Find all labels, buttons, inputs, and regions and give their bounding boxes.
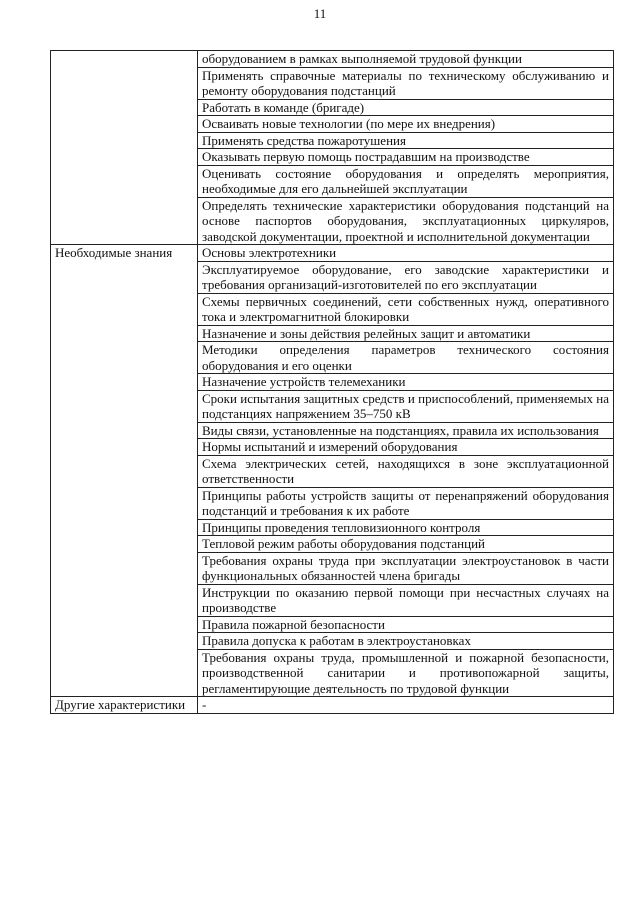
table-cell-text: Назначение и зоны действия релейных защит и автоматики xyxy=(198,325,614,342)
table-cell-text: Эксплуатируемое оборудование, его заводские характеристики и требования организаций-изготовителей по его эксплуатации xyxy=(198,261,614,293)
table-cell-text: оборудованием в рамках выполняемой трудовой функции xyxy=(198,51,614,68)
table-cell-text: Методики определения параметров технического состояния оборудования и его оценки xyxy=(198,342,614,374)
table-cell-text: Правила допуска к работам в электроустановках xyxy=(198,633,614,650)
table-cell-text: Определять технические характеристики оборудования подстанций на основе паспортов оборудования, эксплуатационных циркуляров, заводской документации, проектной и исполнительной документации xyxy=(198,197,614,245)
table-row xyxy=(51,697,614,714)
table-cell-text: Работать в команде (бригаде) xyxy=(198,99,614,116)
table-cell-text: Требования охраны труда при эксплуатации электроустановок в части функциональных обязанностей члена бригады xyxy=(198,552,614,584)
row-label-required-knowledge: Необходимые знания xyxy=(51,245,198,697)
table-cell-text: Принципы проведения тепловизионного контроля xyxy=(198,519,614,536)
table-cell-text: Правила пожарной безопасности xyxy=(198,616,614,633)
table-cell-text: Основы электротехники xyxy=(198,245,614,262)
table-cell-text: Применять средства пожаротушения xyxy=(198,132,614,149)
table-cell-text: Осваивать новые технологии (по мере их внедрения) xyxy=(198,116,614,133)
table-cell-text: Инструкции по оказанию первой помощи при несчастных случаях на производстве xyxy=(198,584,614,616)
table-cell-text: Нормы испытаний и измерений оборудования xyxy=(198,439,614,456)
page-number: 11 xyxy=(313,6,327,21)
table-cell-text: Схемы первичных соединений, сети собственных нужд, оперативного тока и электромагнитной блокировки xyxy=(198,293,614,325)
table-cell-text: Тепловой режим работы оборудования подстанций xyxy=(198,536,614,553)
table-cell-text: Оказывать первую помощь пострадавшим на производстве xyxy=(198,149,614,166)
table-cell-text: Требования охраны труда, промышленной и пожарной безопасности, производственной санитарии и противопожарной защиты, регламентирующие деятельность по трудовой функции xyxy=(198,649,614,697)
competency-table xyxy=(50,50,614,714)
table-cell-text: Назначение устройств телемеханики xyxy=(198,374,614,391)
table-row xyxy=(51,245,614,262)
table-cell-text: Сроки испытания защитных средств и приспособлений, применяемых на подстанциях напряжением 35–750 кВ xyxy=(198,390,614,422)
table-cell-text: Оценивать состояние оборудования и определять мероприятия, необходимые для его дальнейшей эксплуатации xyxy=(198,165,614,197)
table-cell-text: Применять справочные материалы по техническому обслуживанию и ремонту оборудования подстанций xyxy=(198,67,614,99)
table-cell-text: Виды связи, установленные на подстанциях, правила их использования xyxy=(198,422,614,439)
row-label-other-characteristics: Другие характеристики xyxy=(51,697,198,714)
table-row xyxy=(51,51,614,68)
table-cell-text: Принципы работы устройств защиты от перенапряжений оборудования подстанций и требования к их работе xyxy=(198,487,614,519)
table-cell-text: Схема электрических сетей, находящихся в зоне эксплуатационной ответственности xyxy=(198,455,614,487)
row-label-skills-continued xyxy=(51,51,198,245)
competency-table-body xyxy=(51,51,614,714)
table-cell-text: - xyxy=(198,697,614,714)
